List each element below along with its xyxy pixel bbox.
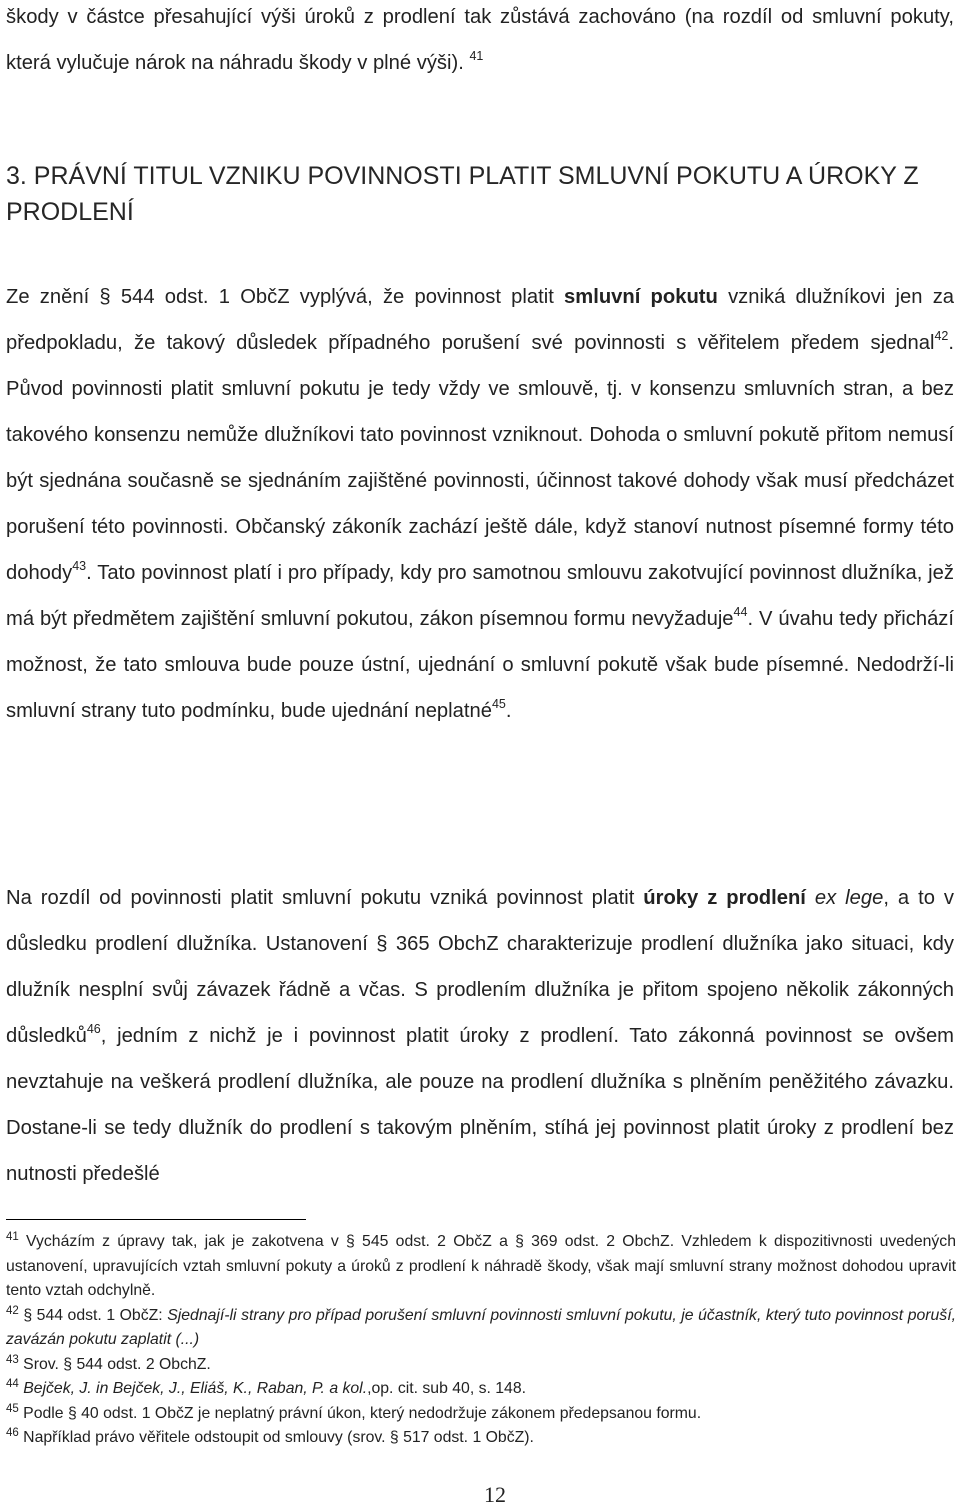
footnote-41: [6, 1230, 956, 1304]
footnote-text: § 544 odst. 1 ObčZ:: [18, 1306, 168, 1324]
section-heading: 3. PRÁVNÍ TITUL VZNIKU POVINNOSTI PLATIT SMLUVNÍ POKUTU A ÚROKY Z PRODLENÍ: [6, 162, 919, 226]
paragraph-interest-on-delay: [6, 875, 954, 1197]
footnote-ref-42[interactable]: 42: [934, 329, 949, 343]
footnote-ref-46[interactable]: 46: [86, 1022, 101, 1036]
paragraph-text: .: [505, 700, 512, 722]
emphasis-bold: úroky z prodlení: [643, 887, 806, 909]
footnote-number: 41: [6, 1231, 19, 1243]
footnote-text: Například právo věřitele odstoupit od smlouvy (srov. § 517 odst. 1 ObčZ).: [18, 1429, 534, 1446]
footnote-ref-41[interactable]: 41: [469, 49, 484, 63]
footnote-ref-43[interactable]: 43: [72, 559, 87, 573]
footnote-45: [6, 1402, 956, 1427]
paragraph-text: Na rozdíl od povinnosti platit smluvní pokutu vzniká povinnost platit: [6, 887, 644, 909]
paragraph-text: , jedním z nichž je i povinnost platit úroky z prodlení. Tato zákonná povinnost se ovšem nevztahuje na veškerá prodlení dlužníka, ale pouze na prodlení dlužníka s plněním peněžitého závazku. Dostane-li se tedy dlužník do prodlení s takovým plněním, stíhá jej povinnost platit úroky z prodlení bez nutnosti předešlé: [6, 1025, 954, 1185]
footnotes: [6, 1230, 956, 1451]
footnote-number: 42: [6, 1304, 19, 1317]
paragraph-legal-title-penalty: [6, 274, 954, 734]
paragraph-text: Ze znění § 544 odst. 1 ObčZ vyplývá, že povinnost platit: [6, 286, 565, 308]
footnote-text: Srov. § 544 odst. 2 ObchZ.: [18, 1355, 211, 1373]
paragraph-text: škody v částce přesahující výši úroků z prodlení tak zůstává zachováno (na rozdíl od smluvní pokuty, která vylučuje nárok na náhradu škody v plné výši).: [6, 6, 954, 74]
paragraph-text: , a to v důsledku prodlení dlužníka. Ustanovení § 365 ObchZ charakterizuje prodlení dlužníka jako situaci, kdy dlužník nesplní svůj závazek řádně a včas. S prodlením dlužníka je přitom spojeno několik zákonných důsledků: [6, 887, 955, 1047]
footnote-44: [6, 1377, 956, 1402]
footnote-separator: [6, 1219, 306, 1220]
footnote-text: ,op. cit. sub 40, s. 148.: [367, 1380, 527, 1397]
emphasis-bold: smluvní pokutu: [564, 286, 718, 308]
footnote-text: Vycházím z úpravy tak, jak je zakotvena v § 545 odst. 2 ObčZ a § 369 odst. 2 ObchZ. Vzhledem k dispozitivnosti uvedených ustanovení, upravujících vztah smluvní pokuty a úroků z prodlení k náhradě škody, však mají smluvní strany možnost dohodou upravit tento vztah odchylně.: [6, 1233, 956, 1299]
footnote-43: [6, 1353, 956, 1378]
paragraph-text: vzniká dlužníkovi jen za předpokladu, že takový důsledek případného porušení své povinnosti s věřitelem předem sjednal: [6, 286, 955, 354]
footnote-ref-45[interactable]: 45: [491, 697, 506, 711]
emphasis-italic: ex lege: [814, 887, 884, 909]
footnote-number: 44: [6, 1378, 19, 1390]
footnote-number: 45: [6, 1402, 19, 1415]
footnote-46: [6, 1426, 956, 1451]
footnote-number: 46: [6, 1427, 19, 1439]
footnote-42: [6, 1304, 956, 1353]
footnote-text: Podle § 40 odst. 1 ObčZ je neplatný právní úkon, který nedodržuje zákonem předepsanou formu.: [18, 1404, 702, 1422]
footnote-ref-44[interactable]: 44: [733, 605, 748, 619]
footnote-citation: Bejček, J. in Bejček, J., Eliáš, K., Raban, P. a kol.: [23, 1380, 368, 1397]
paragraph-text: . V úvahu tedy přichází možnost, že tato smlouva bude pouze ústní, ujednání o smluvní pokutě však bude písemné. Nedodrží-li smluvní strany tuto podmínku, bude ujednání neplatné: [6, 608, 954, 722]
paragraph-continued: [6, 0, 954, 86]
footnote-number: 43: [6, 1353, 19, 1366]
paragraph-text: . Tato povinnost platí i pro případy, kdy pro samotnou smlouvu zakotvující povinnost dlužníka, jež má být předmětem zajištění smluvní pokutou, zákon písemnou formu nevyžaduje: [6, 562, 954, 630]
footnote-quote: Sjednají-li strany pro případ porušení smluvní povinnosti smluvní pokutu, je účastník, který tuto povinnost poruší, zavázán pokutu zaplatit (...): [6, 1306, 956, 1348]
page-number: 12: [484, 1482, 506, 1507]
paragraph-text: . Původ povinnosti platit smluvní pokutu je tedy vždy ve smlouvě, tj. v konsenzu smluvních stran, a bez takového konsenzu nemůže dlužníkovi tato povinnost vzniknout. Dohoda o smluvní pokutě přitom nemusí být sjednána současně se sjednáním zajištěné povinnosti, účinnost takové dohody však musí předcházet porušení této povinnosti. Občanský zákoník zachází ještě dále, když stanoví nutnost písemné formy této dohody: [6, 332, 954, 584]
paragraph-text: [806, 887, 815, 909]
